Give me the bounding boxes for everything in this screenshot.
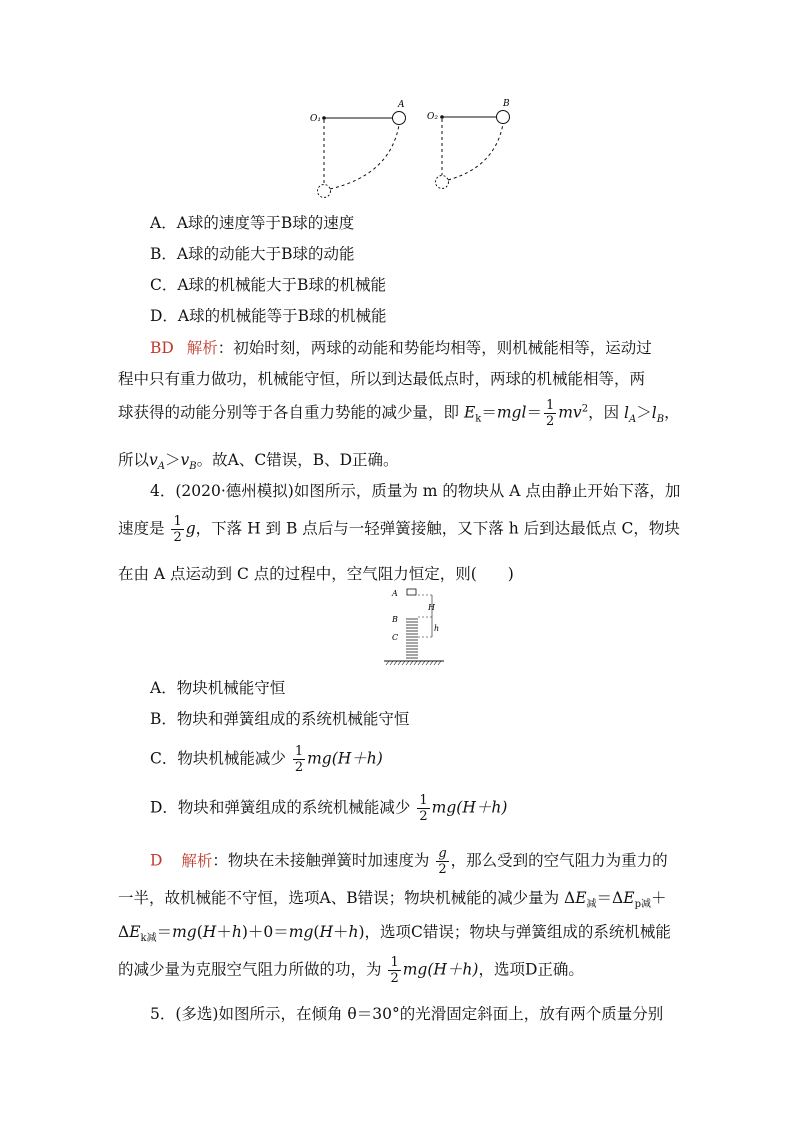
q3-analysis-line-4: 所以$v_A>v_B$。故A、C错误，B、D正确。: [118, 451, 399, 473]
q3-answer: BD: [150, 339, 174, 357]
q3-option-c: C．A球的机械能大于B球的机械能: [150, 276, 386, 294]
q4-line-1: 4．(2020·德州模拟)如图所示，质量为 m 的物块从 A 点由静止开始下落，加: [150, 482, 681, 500]
q3-analysis-line-2: 程中只有重力做功，机械能守恒，所以到达最低点时，两球的机械能相等，两: [118, 370, 646, 388]
label-o2: O₂: [427, 112, 438, 122]
q4-option-a: A．物块机械能守恒: [150, 679, 286, 697]
q4-analysis-line-4: 的减少量为克服空气阻力所做的功，为 $\frac{1}{2}$ mg(H＋h)，选项D正确。: [118, 955, 584, 986]
label-a: A: [392, 589, 398, 598]
spring-figure: [380, 586, 450, 666]
q3-option-a: A．A球的速度等于B球的速度: [150, 214, 355, 232]
label-b: B: [392, 615, 398, 624]
label-h: h: [434, 624, 440, 633]
label-c: C: [392, 633, 399, 642]
q4-option-d: D．物块和弹簧组成的系统机械能减少 $\frac{1}{2}$ mg(H＋h): [150, 793, 508, 824]
pendulum-figure: [300, 95, 530, 200]
q4-option-b: B．物块和弹簧组成的系统机械能守恒: [150, 710, 410, 728]
label-H: H: [428, 603, 435, 612]
label-b: B: [503, 99, 510, 109]
q3-option-d: D．A球的机械能等于B球的机械能: [150, 307, 387, 325]
q4-analysis-line-3: $\Delta E_{k减}=mg(H+h)+0=mg(H+h)$，选项C错误；物块与弹簧组成的系统机械能: [118, 923, 671, 945]
q3-option-b: B．A球的动能大于B球的动能: [150, 245, 355, 263]
q4-analysis-label: 解析: [181, 851, 213, 870]
q3-analysis-label: 解析: [186, 339, 218, 357]
label-a: A: [398, 100, 405, 110]
label-o1: O₁: [310, 114, 321, 124]
q3-analysis-line-3: 球获得的动能分别等于各自重力势能的减少量，即 $E_k=mgl=$ $\frac{1}{2}$ $mv^2$，因 $l_A>l_B$，: [118, 398, 680, 429]
q3-analysis-line-1: BD 解析：初始时刻，两球的动能和势能均相等，则机械能相等，运动过: [150, 339, 652, 357]
q4-line-2: 速度是 $\frac{1}{2}$ g，下落 H 到 B 点后与一轻弹簧接触，又下落 h 后到达最低点 C，物块: [118, 514, 680, 545]
q4-option-c: C．物块机械能减少 $\frac{1}{2}$ mg(H＋h): [150, 744, 383, 775]
q4-analysis-line-2: 一半，故机械能不守恒，选项A、B错误；物块机械能的减少量为 $\Delta E_减=\Delta E_{p减}+$: [118, 889, 667, 911]
q4-analysis-line-1: D 解析：物块在未接触弹簧时加速度为 $\frac{g}{2}$ ，那么受到的空气阻力为重力的: [150, 846, 668, 877]
q5-line-1: 5．(多选)如图所示，在倾角 θ＝30°的光滑固定斜面上，放有两个质量分别: [150, 1005, 664, 1023]
q4-line-3: 在由 A 点运动到 C 点的过程中，空气阻力恒定，则( ): [118, 565, 514, 583]
q4-answer: D: [150, 851, 163, 870]
